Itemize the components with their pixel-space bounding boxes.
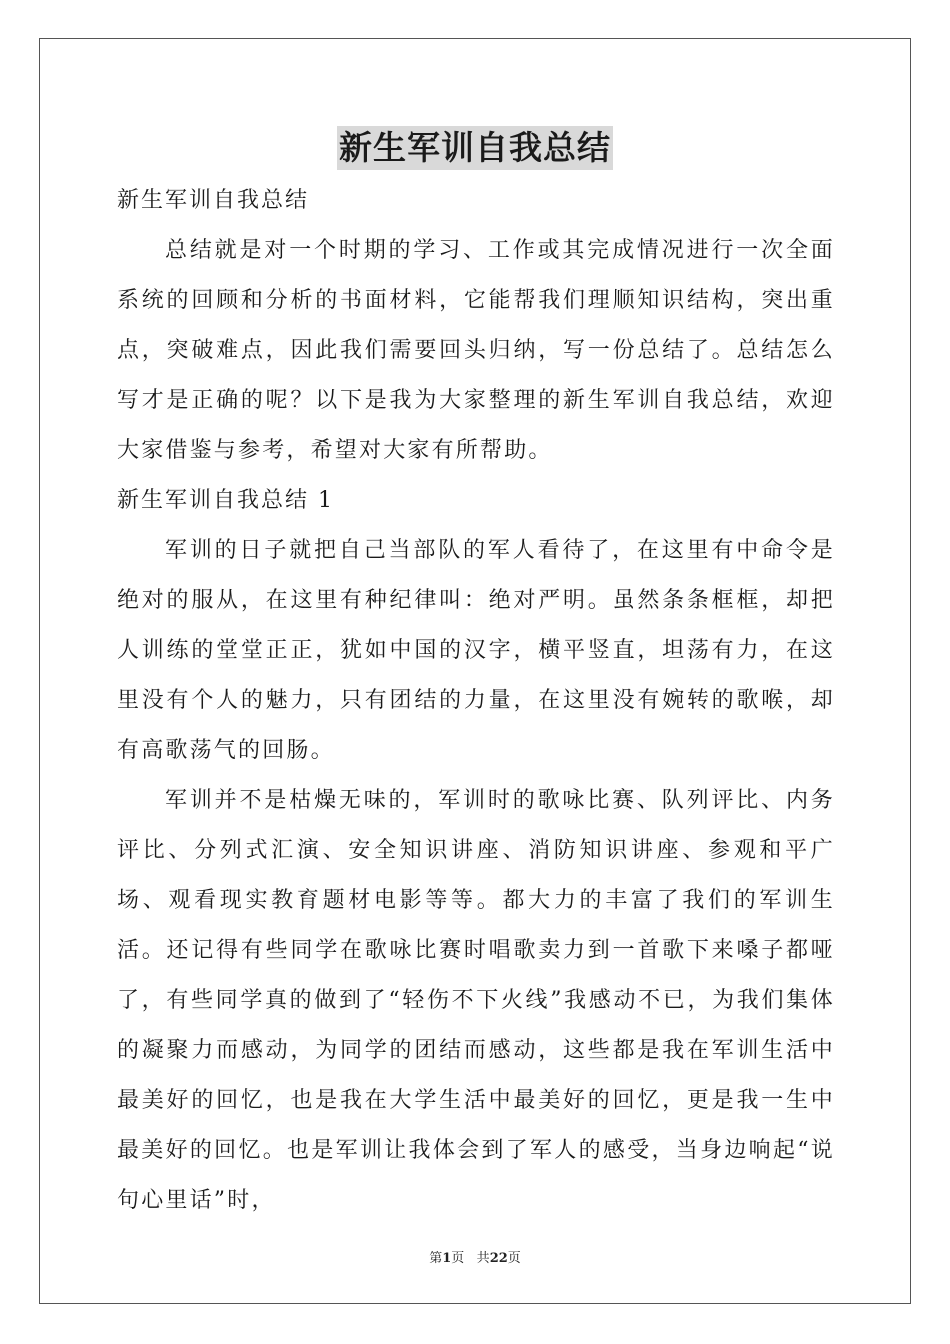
page-footer [0, 1247, 950, 1266]
body-paragraph-1: 军训的日子就把自己当部队的军人看待了，在这里有中命令是绝对的服从，在这里有种纪律叫：绝对严明。虽然条条框框，却把人训练的堂堂正正，犹如中国的汉字，横平竖直，坦荡有力，在这里没有个人的魅力，只有团结的力量，在这里没有婉转的歌喉，却有高歌荡气的回肠。 [117, 538, 835, 763]
document-body [117, 176, 835, 1226]
footer-page-suffix: 页 [451, 1251, 465, 1266]
total-page-count: 22 [489, 1251, 508, 1266]
current-page-number: 1 [442, 1251, 452, 1266]
footer-total-suffix: 页 [507, 1251, 521, 1266]
body-paragraph-2: 军训并不是枯燥无味的，军训时的歌咏比赛、队列评比、内务评比、分列式汇演、安全知识讲座、消防知识讲座、参观和平广场、观看现实教育题材电影等等。都大力的丰富了我们的军训生活。还记得有些同学在歌咏比赛时唱歌卖力到一首歌下来嗓子都哑了，有些同学真的做到了“轻伤不下火线”我感动不已，为我们集体的凝聚力而感动，为同学的团结而感动，这些都是我在军训生活中最美好的回忆，也是我在大学生活中最美好的回忆，更是我一生中最美好的回忆。也是军训让我体会到了军人的感受，当身边响起“说句心里话”时， [117, 788, 835, 1213]
title-container [0, 126, 950, 170]
footer-prefix: 第 [429, 1251, 443, 1266]
intro-paragraph: 总结就是对一个时期的学习、工作或其完成情况进行一次全面系统的回顾和分析的书面材料，它能帮我们理顺知识结构，突出重点，突破难点，因此我们需要回头归纳，写一份总结了。总结怎么写才是正确的呢？以下是我为大家整理的新生军训自我总结，欢迎大家借鉴与参考，希望对大家有所帮助。 [117, 238, 835, 463]
section-heading: 新生军训自我总结 1 [117, 488, 334, 513]
document-title: 新生军训自我总结 [337, 126, 613, 170]
footer-total-prefix: 共 [476, 1251, 490, 1266]
subtitle: 新生军训自我总结 [117, 188, 310, 213]
